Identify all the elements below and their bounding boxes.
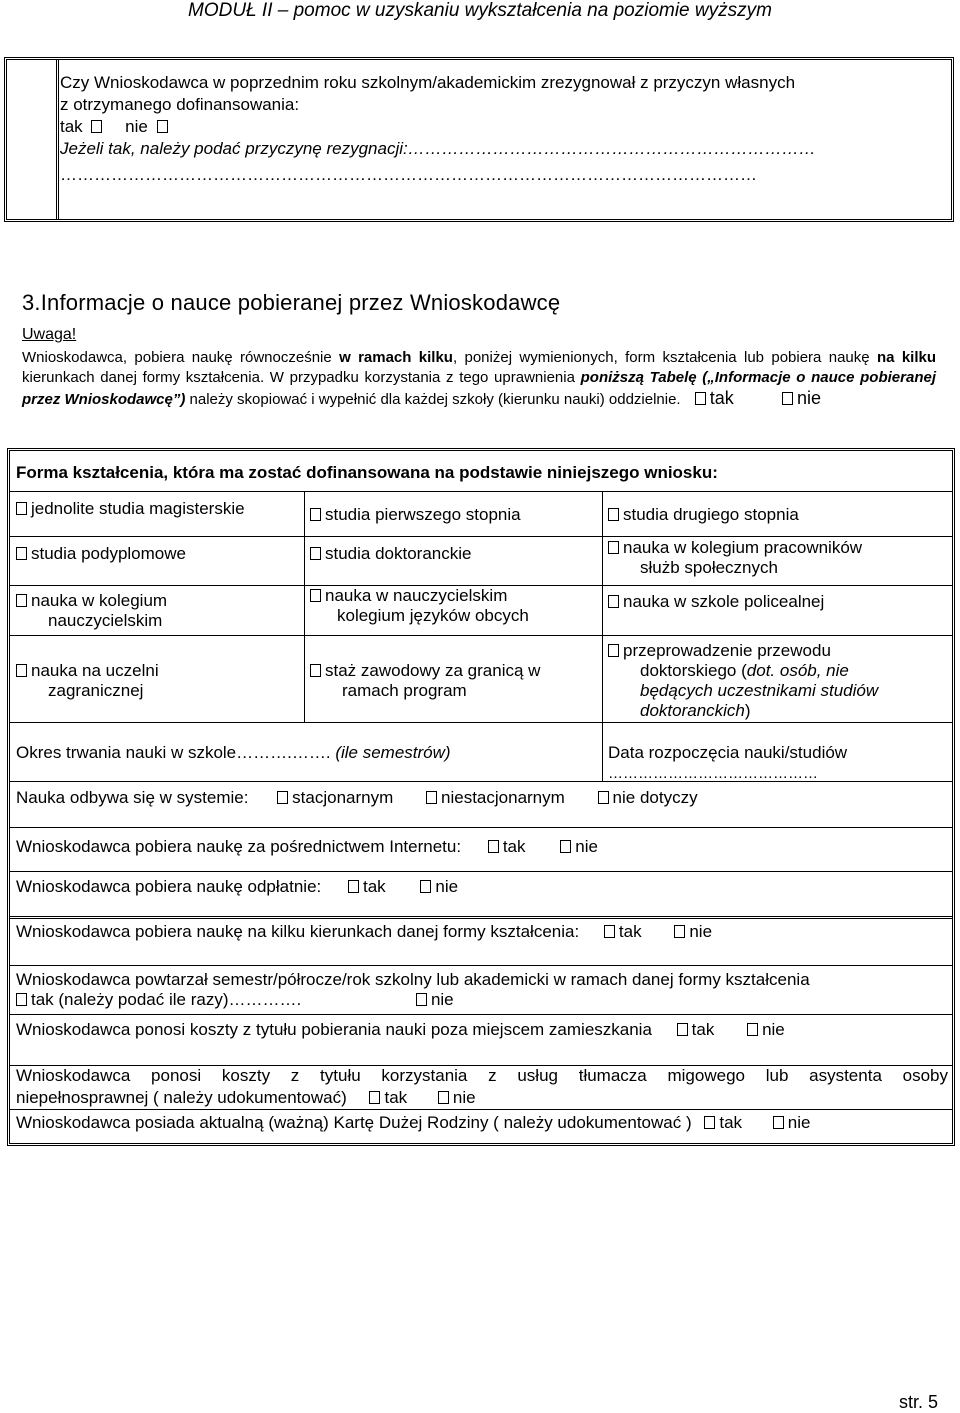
start-date-label: Data rozpoczęcia nauki/studiów <box>608 743 848 762</box>
duration-field[interactable]: Okres trwania nauki w szkole……….……. (ile semestrów) <box>16 743 451 762</box>
interpreter-no-checkbox[interactable] <box>438 1091 449 1104</box>
form-option-second-degree[interactable]: studia drugiego stopnia <box>608 505 799 525</box>
costs-yes-checkbox[interactable] <box>677 1023 688 1036</box>
costs-row: Wnioskodawca ponosi koszty z tytułu pobierania nauki poza miejscem zamieszkania tak nie <box>16 1020 785 1039</box>
system-parttime-checkbox[interactable] <box>426 791 437 804</box>
page-header: MODUŁ II – pomoc w uzyskaniu wykształcenia na poziomie wyższym <box>188 0 772 21</box>
paid-no-checkbox[interactable] <box>420 880 431 893</box>
resignation-reason-line[interactable]: …………………………………………………………………………………………………………… <box>60 165 757 184</box>
repeat-yes-checkbox[interactable] <box>16 993 27 1006</box>
system-na-checkbox[interactable] <box>598 791 609 804</box>
resignation-question: Czy Wnioskodawca w poprzednim roku szkolnym/akademickim zrezygnował z przyczyn własnych z otrzymanego dofinansowania: tak nie Jeżeli tak, należy podać przyczynę rezygnacji:……………………………………………………………… …………………………………………………………………………………………………………… <box>60 72 950 186</box>
multi-forms-no-checkbox[interactable] <box>782 392 793 405</box>
internet-yes-checkbox[interactable] <box>488 840 499 853</box>
form-option-language-teacher-college[interactable]: nauka w nauczycielskim kolegium języków obcych <box>310 586 529 626</box>
form-title: Forma kształcenia, która ma zostać dofinansowana na podstawie niniejszego wniosku: <box>16 463 718 482</box>
several-fields-row: Wnioskodawca pobiera naukę na kilku kierunkach danej formy kształcenia: tak nie <box>16 922 713 941</box>
form-option-first-degree[interactable]: studia pierwszego stopnia <box>310 505 521 525</box>
form-option-doctoral[interactable]: studia doktoranckie <box>310 544 471 564</box>
form-option-integrated-masters[interactable]: jednolite studia magisterskie <box>16 499 245 519</box>
start-date-field[interactable]: …………………………………… <box>608 765 818 782</box>
resignation-yes-checkbox[interactable] <box>91 120 102 133</box>
form-option-internship-abroad[interactable]: staż zawodowy za granicą w ramach program <box>310 661 540 701</box>
form-option-social-services-college[interactable]: nauka w kolegium pracowników służb społecznych <box>608 538 862 578</box>
resignation-no-label: nie <box>125 117 148 136</box>
resignation-no-checkbox[interactable] <box>157 120 168 133</box>
family-card-no-checkbox[interactable] <box>773 1116 784 1129</box>
internet-no-checkbox[interactable] <box>560 840 571 853</box>
costs-no-checkbox[interactable] <box>747 1023 758 1036</box>
paid-row: Wnioskodawca pobiera naukę odpłatnie: tak nie <box>16 877 459 896</box>
family-card-yes-checkbox[interactable] <box>704 1116 715 1129</box>
form-option-postgraduate[interactable]: studia podyplomowe <box>16 544 186 564</box>
repeat-row: Wnioskodawca powtarzał semestr/półrocze/rok szkolny lub akademicki w ramach danej formy kształcenia tak (należy podać ile razy)…………. nie <box>16 970 810 1009</box>
several-no-checkbox[interactable] <box>674 925 685 938</box>
form-option-doctoral-proceedings[interactable]: przeprowadzenie przewodu doktorskiego (dot. osób, nie będących uczestnikami studiów doktoranckich) <box>608 641 878 721</box>
several-yes-checkbox[interactable] <box>604 925 615 938</box>
page-number: str. 5 <box>898 1392 938 1412</box>
form-option-post-secondary[interactable]: nauka w szkole policealnej <box>608 592 824 612</box>
interpreter-yes-checkbox[interactable] <box>369 1091 380 1104</box>
resignation-reason[interactable]: Jeżeli tak, należy podać przyczynę rezygnacji:……………………………………………………………… <box>60 139 816 158</box>
section-title: 3.Informacje o nauce pobieranej przez Wnioskodawcę <box>22 290 561 315</box>
education-table <box>7 448 955 1146</box>
form-option-teacher-college[interactable]: nauka w kolegium nauczycielskim <box>16 591 167 631</box>
interpreter-row: Wnioskodawca ponosi koszty z tytułu korzystania z usług tłumacza migowego lub asystenta osoby niepełnosprawnej ( należy udokumentować) tak nie <box>16 1066 948 1107</box>
note-label: Uwaga! <box>22 326 77 343</box>
internet-row: Wnioskodawca pobiera naukę za pośrednictwem Internetu: tak nie <box>16 837 598 856</box>
repeat-no-checkbox[interactable] <box>416 993 427 1006</box>
family-card-row: Wnioskodawca posiada aktualną (ważną) Kartę Dużej Rodziny ( należy udokumentować ) tak nie <box>16 1113 811 1132</box>
note-text: Wnioskodawca, pobiera naukę równocześnie w ramach kilku, poniżej wymienionych, form kształcenia lub pobiera naukę na kilku kierunkach danej formy kształcenia. W przypadku korzystania z tego uprawnienia poniższą Tabelę („Informacje o nauce pobieranej przez Wnioskodawcę”) należy skopiować i wypełnić dla każdej szkoły (kierunku nauki) oddzielnie. tak nie <box>22 349 937 408</box>
form-option-foreign-university[interactable]: nauka na uczelni zagranicznej <box>16 661 159 701</box>
system-fulltime-checkbox[interactable] <box>277 791 288 804</box>
resignation-yes-label: tak <box>60 117 83 136</box>
paid-yes-checkbox[interactable] <box>348 880 359 893</box>
system-row: Nauka odbywa się w systemie: stacjonarnym niestacjonarnym nie dotyczy <box>16 788 698 807</box>
multi-forms-yes-checkbox[interactable] <box>695 392 706 405</box>
